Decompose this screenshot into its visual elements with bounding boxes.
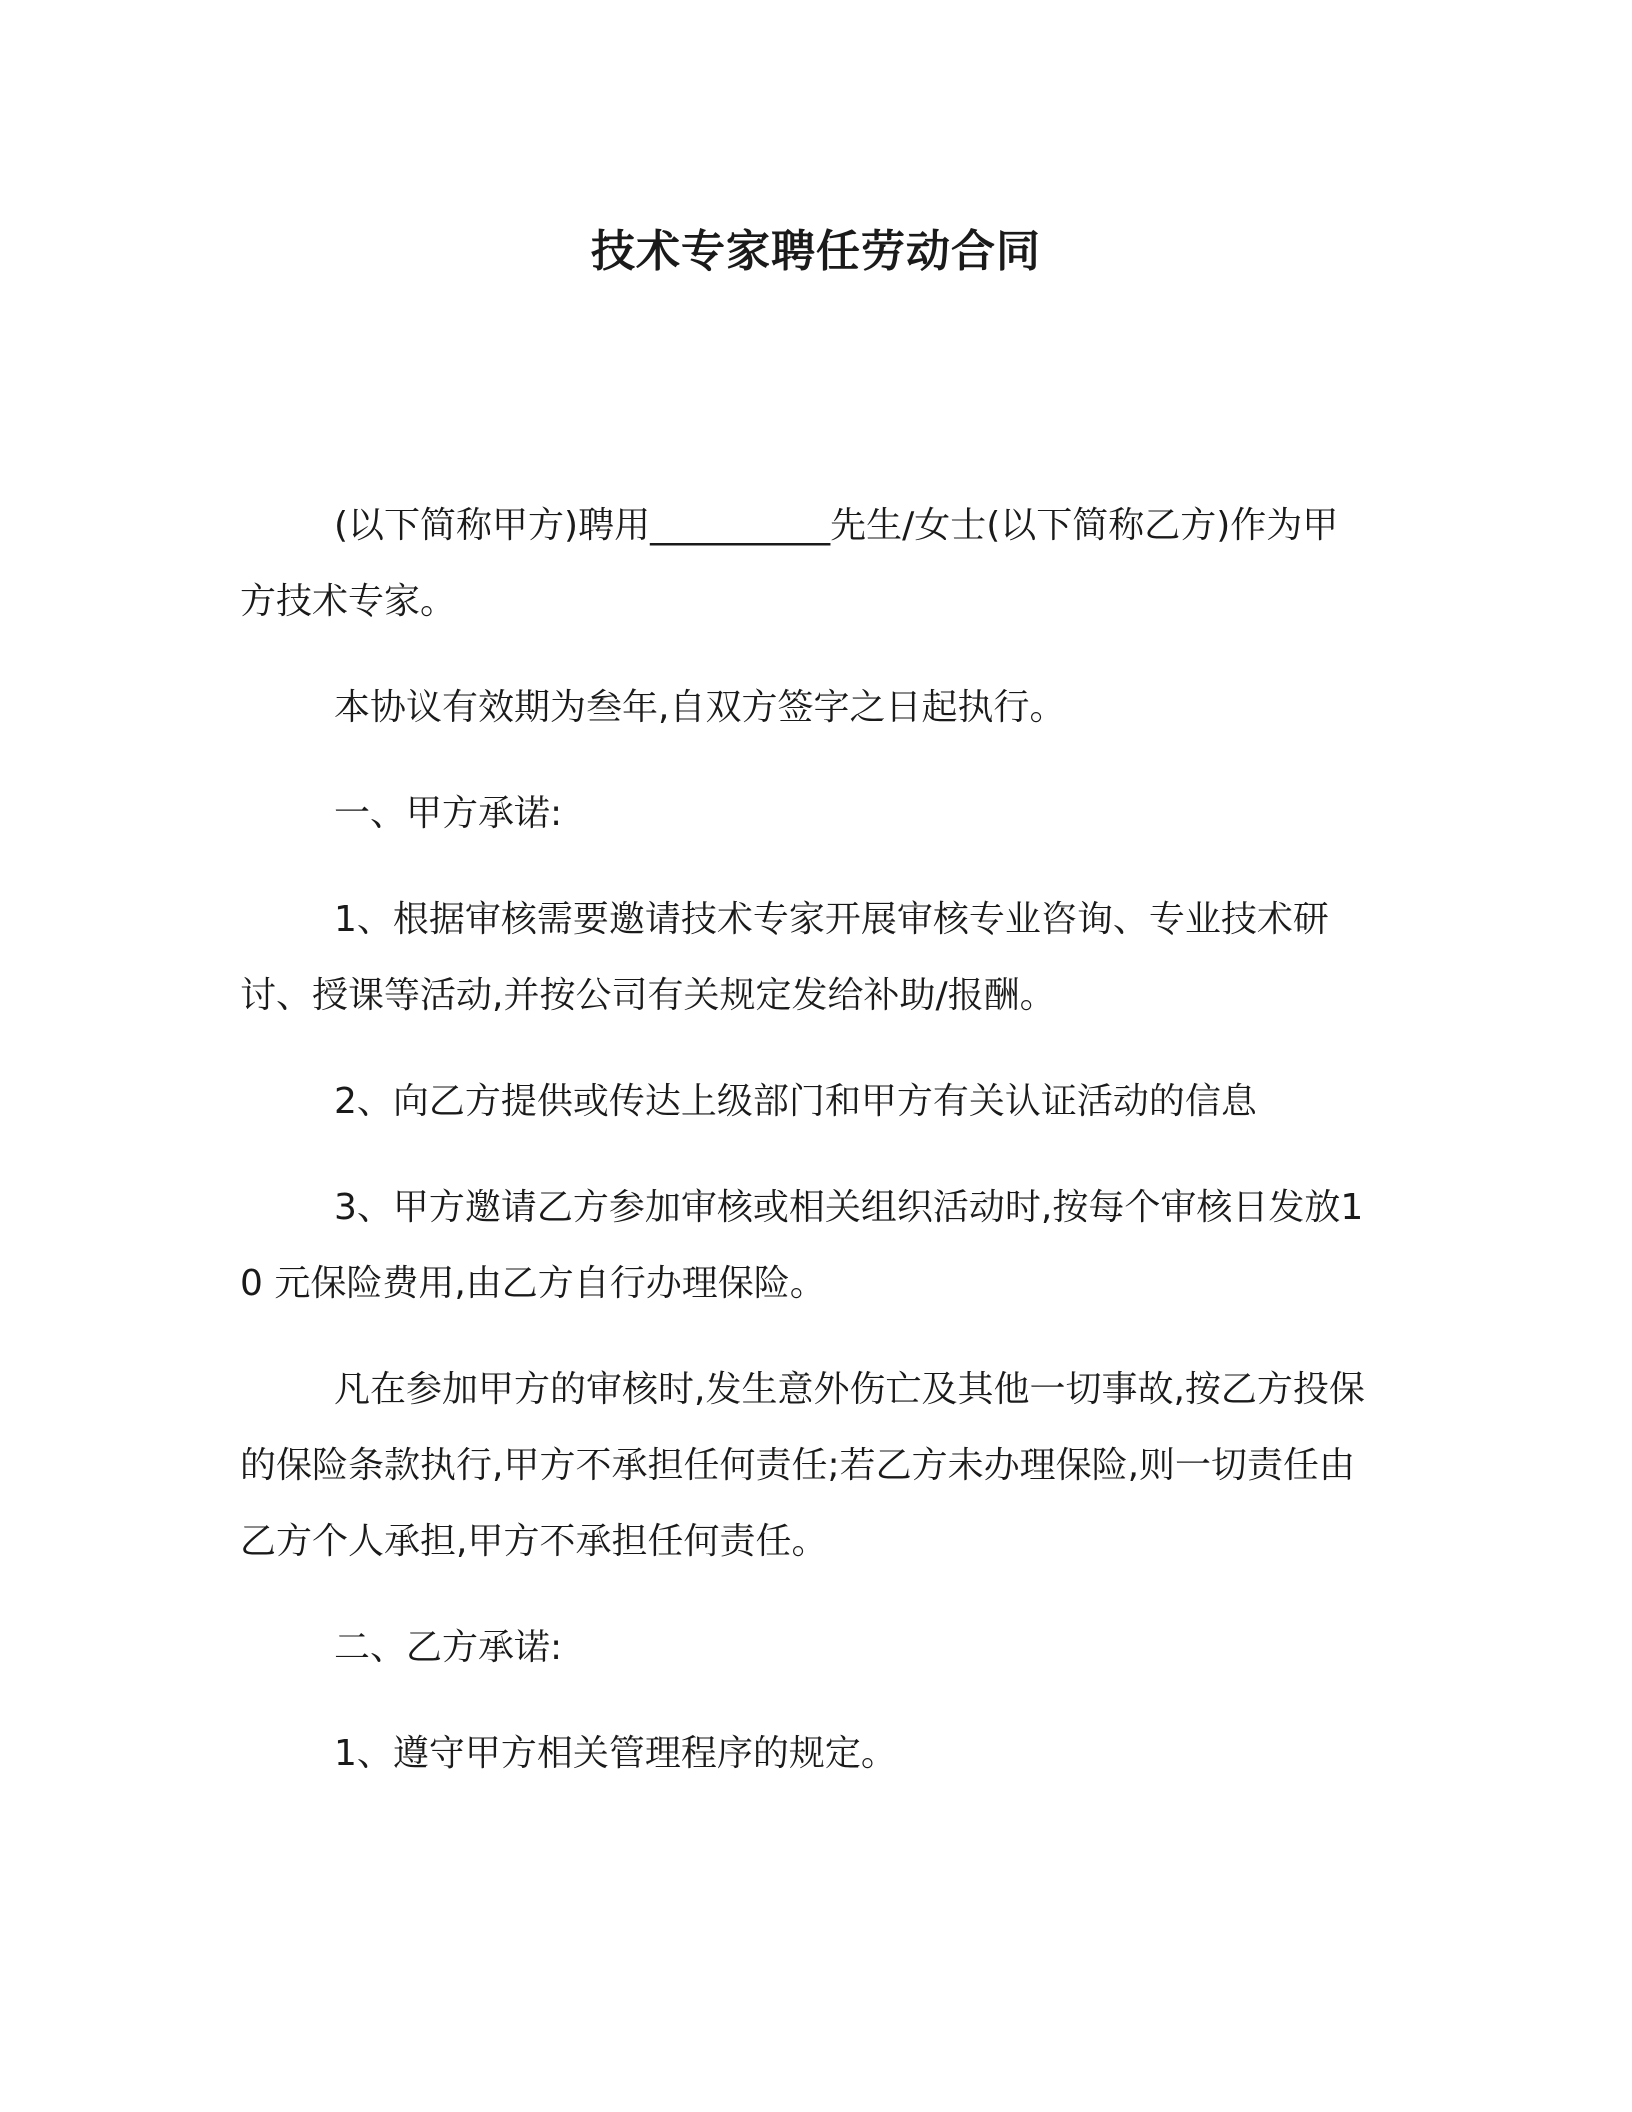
paragraph-intro: (以下简称甲方)聘用__________先生/女士(以下简称乙方)作为甲方技术专家。 [240, 505, 1339, 622]
paragraph-party-a-item-3: 3、甲方邀请乙方参加审核或相关组织活动时,按每个审核日发放10 元保险费用,由乙方自行办理保险。 [240, 1187, 1364, 1304]
document-body [240, 488, 1370, 1822]
document-title: 技术专家聘任劳动合同 [591, 226, 1041, 277]
paragraph-validity: 本协议有效期为叁年,自双方签字之日起执行。 [334, 687, 1066, 728]
section-heading-party-a: 一、甲方承诺: [334, 793, 563, 834]
paragraph-party-a-item-2: 2、向乙方提供或传达上级部门和甲方有关认证活动的信息 [334, 1081, 1257, 1122]
paragraph-party-b-item-1: 1、遵守甲方相关管理程序的规定。 [334, 1733, 897, 1774]
paragraph-insurance-clause: 凡在参加甲方的审核时,发生意外伤亡及其他一切事故,按乙方投保的保险条款执行,甲方不承担任何责任;若乙方未办理保险,则一切责任由乙方个人承担,甲方不承担任何责任。 [240, 1369, 1365, 1562]
paragraph-party-a-item-1: 1、根据审核需要邀请技术专家开展审核专业咨询、专业技术研讨、授课等活动,并按公司有关规定发给补助/报酬。 [240, 899, 1329, 1016]
section-heading-party-b: 二、乙方承诺: [334, 1627, 563, 1668]
